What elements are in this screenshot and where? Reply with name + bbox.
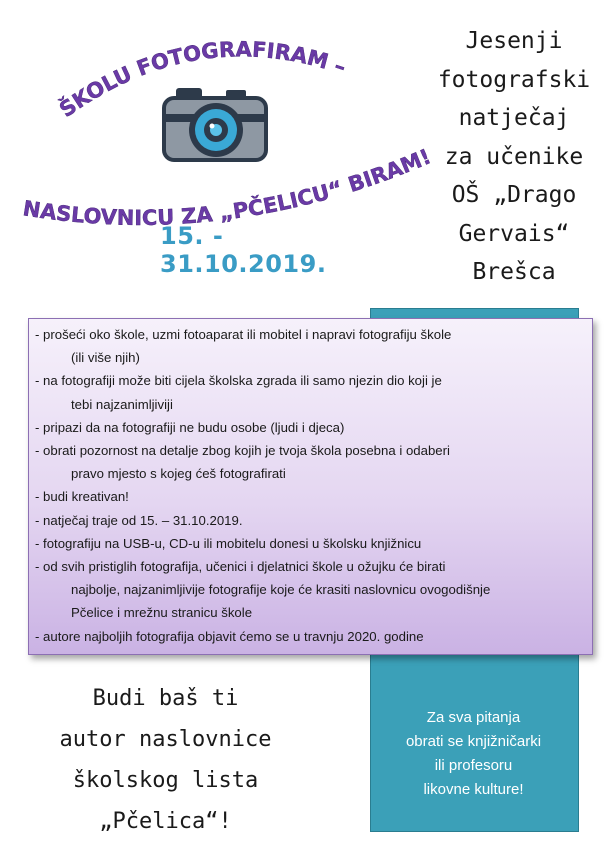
- rule-text: - autore najboljih fotografija objavit ćemo se u travnju 2020. godine: [35, 628, 424, 644]
- rules-box: [28, 318, 593, 655]
- contest-title-line: Brešca: [472, 259, 556, 285]
- contest-title-line: fotografski: [437, 66, 591, 93]
- cta-line: Budi baš ti: [92, 686, 239, 711]
- rule-item: [35, 369, 584, 415]
- rule-continuation: Pčelice i mrežnu stranicu škole: [71, 605, 253, 621]
- contest-title-line: za učenike: [444, 143, 584, 170]
- contest-title-line: OŠ „Drago: [451, 182, 577, 208]
- contest-title-line: natječaj: [458, 105, 570, 131]
- rule-continuation: tebi najzanimljiviji: [71, 396, 173, 412]
- rule-text: - natječaj traje od 15. – 31.10.2019.: [35, 512, 243, 528]
- rule-text: - pripazi da na fotografiji ne budu osobe (ljudi i djeca): [35, 419, 345, 435]
- rule-continuation: najbolje, najzanimljivije fotografije koje će krasiti naslovnicu ovogodišnje: [71, 582, 491, 598]
- rule-continuation: pravo mjesto s kojeg ćeš fotografirati: [71, 466, 286, 482]
- contest-title-line: Gervais“: [458, 220, 570, 247]
- info-line: likovne kulture!: [423, 781, 524, 798]
- rule-item: [35, 323, 584, 369]
- rule-item: [35, 532, 584, 555]
- info-text: [370, 706, 577, 802]
- call-to-action: [38, 678, 293, 842]
- cta-line: „Pčelica“!: [99, 809, 232, 834]
- rule-item: [35, 439, 584, 485]
- contest-title-line: Jesenji: [465, 28, 563, 54]
- contest-dates: 15. - 31.10.2019.: [160, 222, 327, 278]
- rule-text: - fotografiju na USB-u, CD-u ili mobitelu donesi u školsku knjižnicu: [35, 535, 422, 551]
- camera-icon: [160, 84, 270, 164]
- cta-line: školskog lista: [72, 768, 259, 793]
- rule-item: [35, 485, 584, 508]
- rule-item: [35, 625, 584, 648]
- cta-line: autor naslovnice: [59, 727, 272, 752]
- rule-text: - prošeći oko škole, uzmi fotoaparat ili mobitel i napravi fotografiju škole: [35, 327, 452, 342]
- rule-item: [35, 509, 584, 532]
- rule-item: [35, 555, 584, 625]
- contest-title: [424, 22, 604, 292]
- rule-text: - od svih pristiglih fotografija, učenici i djelatnici škole u ožujku će birati: [35, 559, 446, 575]
- heading-line-1: ŠKOLU FOTOGRAFIRAM –: [55, 37, 349, 122]
- rule-continuation: (ili više njih): [71, 350, 140, 366]
- info-line: ili profesoru: [434, 757, 513, 774]
- info-line: obrati se knjižničarki: [405, 733, 542, 750]
- rule-text: - budi kreativan!: [35, 489, 129, 505]
- info-line: Za sva pitanja: [426, 709, 521, 726]
- rule-text: - na fotografiji može biti cijela školska zgrada ili samo njezin dio koji je: [35, 373, 442, 389]
- rule-item: [35, 416, 584, 439]
- rule-text: - obrati pozornost na detalje zbog kojih je tvoja škola posebna i odaberi: [35, 443, 450, 459]
- heading-line-2: NASLOVNICU ZA „PČELICU“ BIRAM!: [21, 144, 435, 230]
